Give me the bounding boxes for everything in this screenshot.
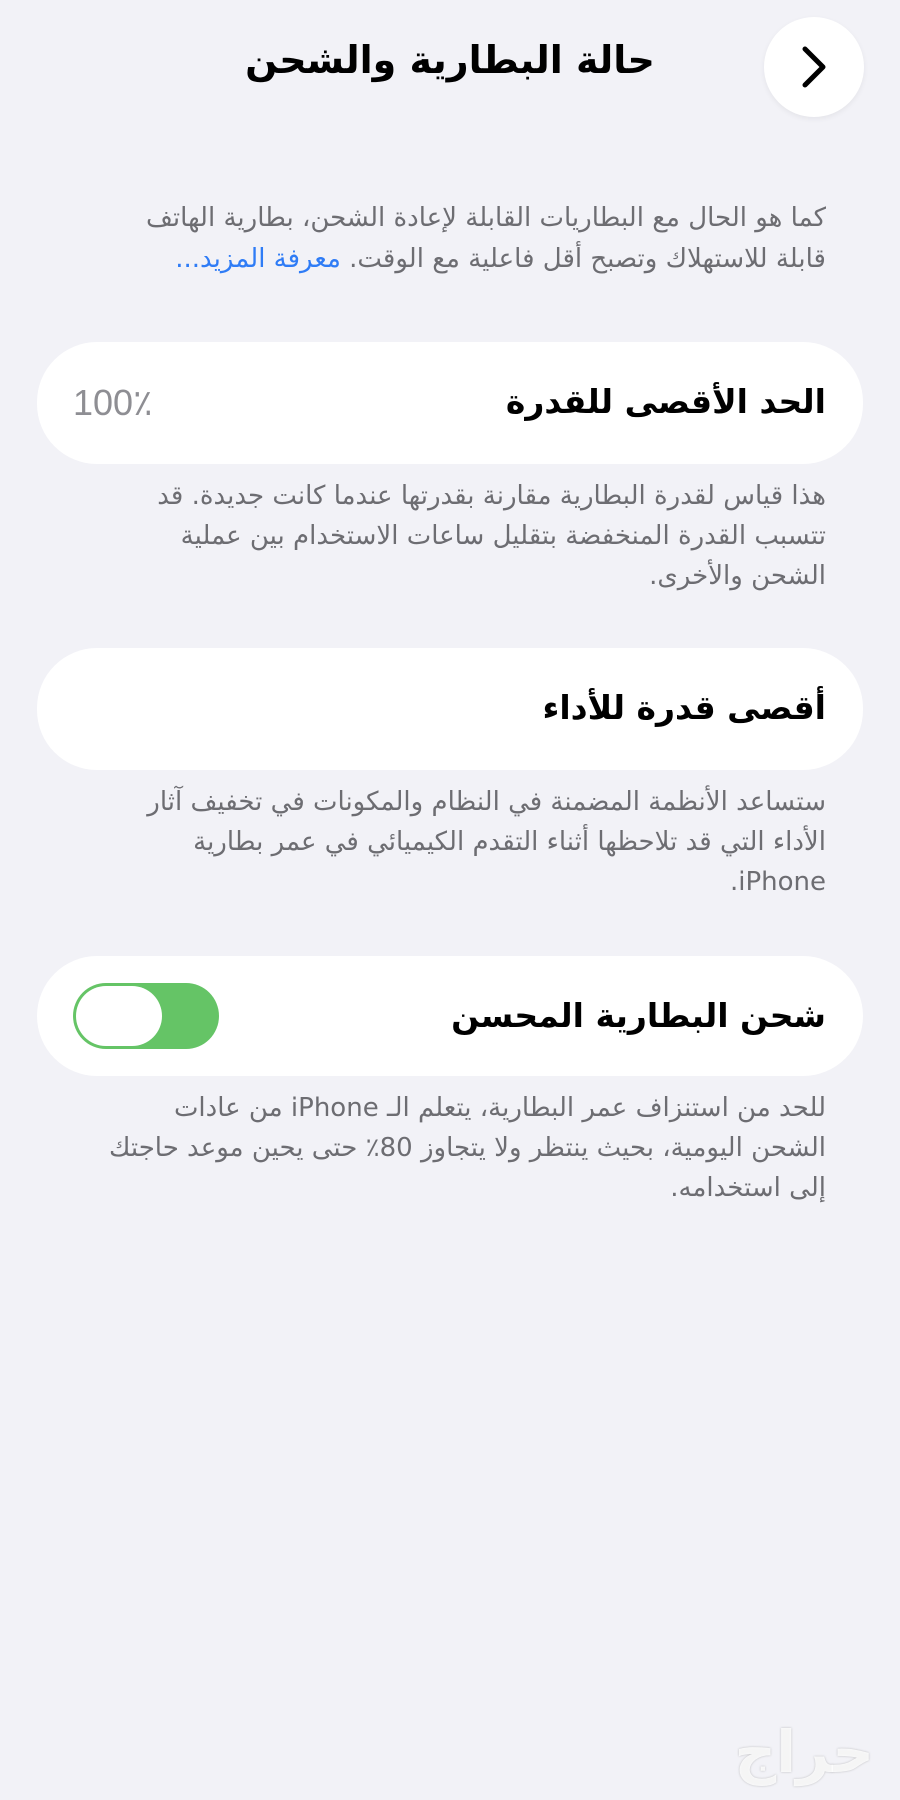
- chevron-right-icon: [799, 45, 829, 89]
- intro-text: [106, 198, 826, 280]
- learn-more-link[interactable]: معرفة المزيد...: [175, 244, 341, 274]
- toggle-knob: [76, 986, 162, 1046]
- optimized-charging-toggle[interactable]: [73, 983, 219, 1049]
- haraj-watermark: حراج: [734, 1718, 874, 1786]
- max-capacity-footer: هذا قياس لقدرة البطارية مقارنة بقدرتها عندما كانت جديدة. قد تتسبب القدرة المنخفضة بتقليل ساعات الاستخدام بين عملية الشحن والأخرى.: [157, 481, 826, 591]
- max-capacity-value: 100٪: [73, 382, 153, 423]
- peak-performance-row: [37, 648, 863, 770]
- optimized-charging-footer: للحد من استنزاف عمر البطارية، يتعلم الـ iPhone من عادات الشحن اليومية، بحيث ينتظر ولا يتجاوز 80٪ حتى يحين موعد حاجتك إلى استخدامه.: [108, 1093, 826, 1203]
- optimized-charging-label: شحن البطارية المحسن: [451, 996, 826, 1035]
- optimized-charging-row: [37, 956, 863, 1076]
- peak-performance-label: أقصى قدرة للأداء: [542, 688, 826, 727]
- page-title: حالة البطارية والشحن: [245, 38, 655, 82]
- back-button[interactable]: [764, 17, 864, 117]
- intro-description: كما هو الحال مع البطاريات القابلة لإعادة الشحن، بطارية الهاتف قابلة للاستهلاك وتصبح أقل فاعلية مع الوقت.: [146, 203, 826, 274]
- peak-performance-footer: ستساعد الأنظمة المضمنة في النظام والمكونات في تخفيف آثار الأداء التي قد تلاحظها أثناء التقدم الكيميائي في عمر بطارية iPhone.: [147, 787, 826, 897]
- max-capacity-row: [37, 342, 863, 464]
- max-capacity-label: الحد الأقصى للقدرة: [505, 382, 826, 421]
